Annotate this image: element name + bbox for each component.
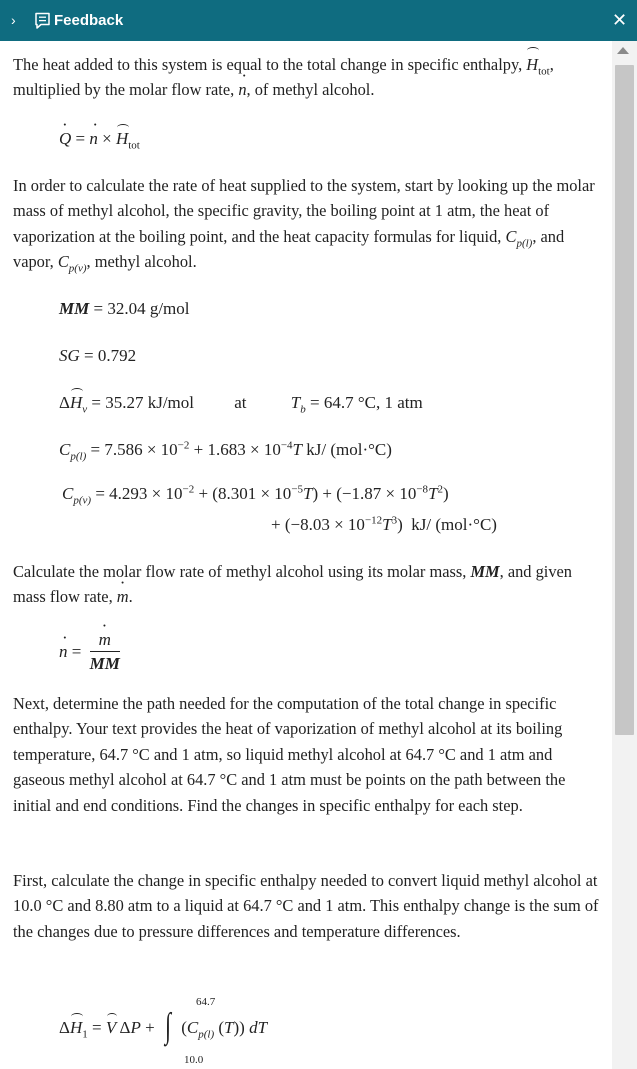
feedback-icon <box>34 12 51 29</box>
vertical-scrollbar[interactable] <box>612 41 637 1069</box>
intro-paragraph: The heat added to this system is equal to the total change in specific enthalpy, $H_{tot}$, multiplied by the molar flow rate, · n, of methyl alcohol. <box>13 52 603 103</box>
first-step-paragraph: First, calculate the change in specific enthalpy needed to convert liquid methyl alcohol at 10.0 °C and 8.80 atm to a liquid at 64.7 °C and 1 atm. This enthalpy change is the sum of the changes due to pressure differences and temperature differences. <box>13 871 599 941</box>
heat-of-vaporization-equation: $\Delta H_v = 35.27$ kJ/mol at $T_b = 64.7$ °C, 1 atm <box>59 393 423 416</box>
specific-gravity-equation: SG = 0.792 <box>59 346 137 365</box>
heat-equation: · Q = · $n \times H_{tot}$ <box>59 129 140 149</box>
vapor-heat-capacity-equation-cont: + $(-8.03 \times 10^{-12}T^3)$ kJ/ (mol·°C) <box>271 514 497 534</box>
enthalpy-step1-equation: 64.7 10.0 $\Delta H_1 = V$ ΔP + ∫ ($C_{p(l)}$ (T)) dT <box>59 996 268 1066</box>
scroll-up-arrow-icon[interactable] <box>617 47 629 54</box>
feedback-content[interactable] <box>0 41 612 1069</box>
flow-rate-paragraph: Calculate the molar flow rate of methyl alcohol using its molar mass, MM, and given mass flow rate, · m. <box>13 559 603 610</box>
vapor-heat-capacity-equation: $C_{p(v)} = 4.293 \times 10^{-2} + (8.301 \times 10^{-5}T) + (-1.87 \times 10^{-8}T^2)$ <box>62 483 449 507</box>
close-icon[interactable]: ✕ <box>612 10 628 30</box>
feedback-header <box>0 0 637 41</box>
collapse-chevron-icon[interactable]: › <box>11 12 16 28</box>
panel-title: Feedback <box>54 12 124 29</box>
molar-flow-equation: · n = · $\frac{m}{MM}$ <box>59 630 120 674</box>
lookup-paragraph: In order to calculate the rate of heat supplied to the system, start by looking up the molar mass of methyl alcohol, the specific gravity, the boiling point at 1 atm, the heat of vaporization at the boiling point, and the heat capacity formulas for liquid, $C_{p(l)}$, and vapor, $C_{p(v)}$, methyl alcohol. <box>13 176 595 275</box>
molar-mass-equation: MM = 32.04 g/mol <box>59 299 190 318</box>
path-paragraph: Next, determine the path needed for the computation of the total change in specific enthalpy. Your text provides the heat of vaporization of methyl alcohol at its boiling temperature, 64.7 °C and 1 atm, so liquid methyl alcohol at 64.7 °C and 1 atm and gaseous methyl alcohol at 64.7 °C and 1 atm must be points on the path between the initial and end conditions. Find the changes in specific enthalpy for each step. <box>13 694 566 815</box>
liquid-heat-capacity-equation: $C_{p(l)} = 7.586 \times 10^{-2} + 1.683 \times 10^{-4}T$ kJ/ (mol·°C) <box>59 439 392 463</box>
scrollbar-thumb[interactable] <box>615 65 634 735</box>
